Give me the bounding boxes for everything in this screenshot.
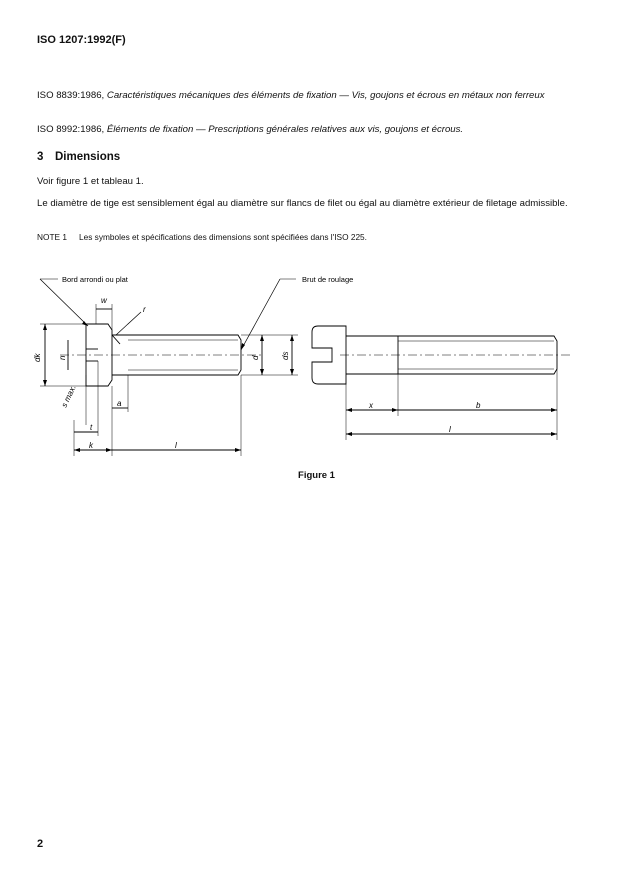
label-rounded-edge: Bord arrondi ou plat: [62, 275, 128, 284]
figure-1-drawing: [0, 260, 633, 465]
note-1: [37, 232, 367, 242]
label-a: a: [117, 399, 122, 408]
label-k: k: [89, 441, 93, 450]
fillet-line: [112, 335, 120, 344]
note-text: Les symboles et spécifications des dimensions sont spécifiées dans l'ISO 225.: [79, 232, 367, 242]
label-l: l: [175, 441, 177, 450]
label-d: d: [251, 355, 260, 360]
label-b: b: [476, 401, 481, 410]
reference-code: ISO 8839:1986,: [37, 90, 105, 101]
reference-title: Éléments de fixation — Prescriptions générales relatives aux vis, goujons et écrous.: [106, 124, 464, 135]
figure-caption: Figure 1: [298, 470, 335, 481]
arrow-leader-rounded: [82, 321, 88, 326]
section-title: Dimensions: [55, 151, 121, 163]
leader-rolling: [241, 279, 280, 350]
page-number: 2: [37, 838, 44, 850]
label-ds: ds: [281, 351, 290, 360]
label-t: t: [90, 423, 93, 432]
paragraph-shank-diameter: Le diamètre de tige est sensiblement égal au diamètre sur flancs de filet ou égal au diamètre extérieur de filetage admissible.: [37, 198, 568, 209]
leader-r: [116, 312, 141, 335]
reference-iso-8839: [37, 90, 577, 102]
section-heading: [37, 151, 120, 163]
label-smax: s max.: [59, 383, 78, 409]
reference-title: Caractéristiques mécaniques des éléments de fixation — Vis, goujons et écrous en métaux non ferreux: [106, 90, 545, 101]
reference-code: ISO 8992:1986,: [37, 124, 105, 135]
paragraph-see-figure: Voir figure 1 et tableau 1.: [37, 176, 144, 187]
label-dk: dk: [33, 353, 42, 362]
label-r: r: [143, 305, 146, 314]
document-header: ISO 1207:1992(F): [37, 34, 126, 46]
label-w: w: [101, 296, 107, 305]
section-number: 3: [37, 151, 44, 163]
leader-rounded-edge: [40, 279, 88, 326]
label-n: n: [58, 355, 67, 360]
label-x: x: [369, 401, 373, 410]
note-label: NOTE 1: [37, 232, 67, 242]
reference-iso-8992: [37, 124, 577, 136]
label-rolling: Brut de roulage: [302, 275, 354, 284]
label-l2: l: [449, 425, 451, 434]
